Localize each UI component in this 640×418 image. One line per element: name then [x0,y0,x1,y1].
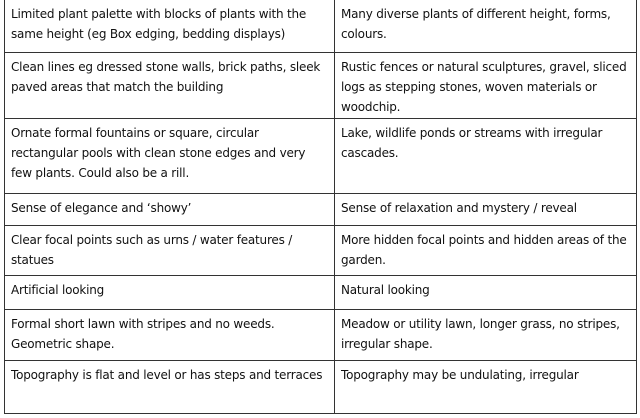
informal-cell: Many diverse plants of different height, forms, colours. [335,0,637,53]
informal-cell: Natural looking [335,276,637,310]
informal-cell: Topography may be undulating, irregular [335,361,637,414]
table-row [5,194,637,226]
table-row [5,0,637,53]
table-row [5,226,637,276]
formal-cell: Ornate formal fountains or square, circular rectangular pools with clean stone edges and very few plants. Could also be a rill. [5,119,335,194]
table-row [5,53,637,119]
informal-cell: More hidden focal points and hidden areas of the garden. [335,226,637,276]
comparison-table [4,0,637,414]
informal-cell: Lake, wildlife ponds or streams with irregular cascades. [335,119,637,194]
formal-cell: Limited plant palette with blocks of plants with the same height (eg Box edging, bedding displays) [5,0,335,53]
table-row [5,276,637,310]
formal-cell: Clear focal points such as urns / water features / statues [5,226,335,276]
formal-cell: Sense of elegance and ‘showy’ [5,194,335,226]
table-row [5,361,637,414]
formal-cell: Clean lines eg dressed stone walls, brick paths, sleek paved areas that match the building [5,53,335,119]
table-row [5,119,637,194]
informal-cell: Meadow or utility lawn, longer grass, no stripes, irregular shape. [335,310,637,361]
formal-cell: Formal short lawn with stripes and no weeds. Geometric shape. [5,310,335,361]
informal-cell: Rustic fences or natural sculptures, gravel, sliced logs as stepping stones, woven materials or woodchip. [335,53,637,119]
informal-cell: Sense of relaxation and mystery / reveal [335,194,637,226]
formal-cell: Topography is flat and level or has steps and terraces [5,361,335,414]
formal-cell: Artificial looking [5,276,335,310]
table-row [5,310,637,361]
